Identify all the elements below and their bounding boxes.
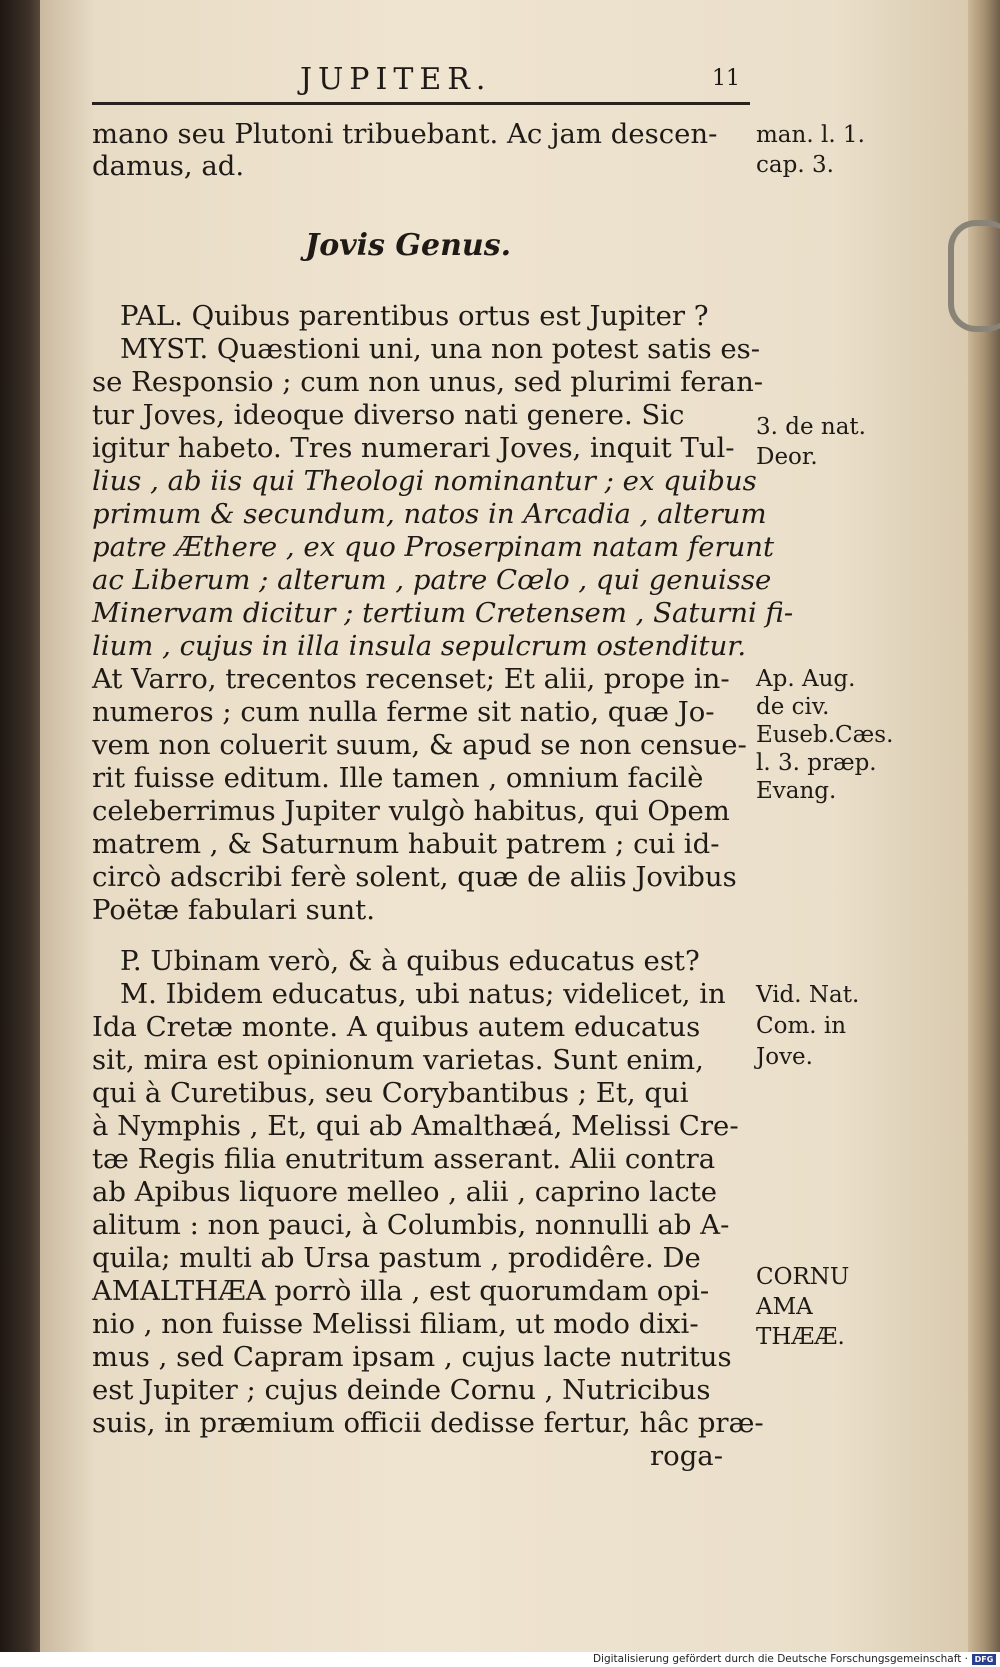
margin-note: AMA [756, 1294, 813, 1320]
page-number: 11 [712, 66, 740, 91]
body-line: nio , non fuisse Melissi filiam, ut modo dixi- [92, 1308, 699, 1340]
footer-credit: Digitalisierung gefördert durch die Deutsche Forschungsgemeinschaft · [592, 1653, 968, 1665]
body-line: mano seu Plutoni tribuebant. Ac jam descen- [92, 118, 718, 150]
running-head-title: JUPITER. [300, 62, 492, 97]
body-line: vem non coluerit suum, & apud se non censue- [92, 729, 747, 761]
body-line: se Responsio ; cum non unus, sed plurimi feran- [92, 366, 764, 398]
margin-note: man. l. 1. [756, 122, 865, 148]
margin-note: Euseb.Cæs. [756, 722, 894, 748]
body-line: P. Ubinam verò, & à quibus educatus est? [120, 945, 700, 977]
body-line: numeros ; cum nulla ferme sit natio, quæ Jo- [92, 696, 715, 728]
body-line: Minervam dicitur ; tertium Cretensem , Saturni fi- [92, 597, 794, 629]
body-line: damus, ad. [92, 150, 245, 182]
margin-note: 3. de nat. [756, 414, 866, 440]
body-line: primum & secundum, natos in Arcadia , alterum [92, 498, 767, 530]
body-line: tur Joves, ideoque diverso nati genere. Sic [92, 399, 685, 431]
body-line: est Jupiter ; cujus deinde Cornu , Nutricibus [92, 1374, 711, 1406]
body-line: suis, in præmium officii dedisse fertur, hâc præ- [92, 1407, 764, 1439]
body-line: mus , sed Capram ipsam , cujus lacte nutritus [92, 1341, 732, 1373]
body-line: igitur habeto. Tres numerari Joves, inquit Tul- [92, 432, 735, 464]
margin-note: CORNU [756, 1264, 850, 1290]
page-clip [948, 220, 1000, 332]
body-line: matrem , & Saturnum habuit patrem ; cui id- [92, 828, 720, 860]
body-line: lius , ab iis qui Theologi nominantur ; ex quibus [92, 465, 757, 497]
body-line: celeberrimus Jupiter vulgò habitus, qui Opem [92, 795, 730, 827]
body-line: MYST. Quæstioni uni, una non potest satis es- [120, 333, 761, 365]
margin-note: cap. 3. [756, 152, 834, 178]
margin-note: Evang. [756, 778, 837, 804]
body-line: circò adscribi ferè solent, quæ de aliis Jovibus [92, 861, 737, 893]
body-line: à Nymphis , Et, qui ab Amalthæá, Melissi Cre- [92, 1110, 739, 1142]
margin-note: Jove. [756, 1044, 813, 1070]
body-line: lium , cujus in illa insula sepulcrum ostenditur. [92, 630, 747, 662]
body-line: tæ Regis filia enutritum asserant. Alii contra [92, 1143, 716, 1175]
body-line: ac Liberum ; alterum , patre Cœlo , qui genuisse [92, 564, 772, 596]
catchword: roga- [650, 1440, 723, 1472]
body-line: rit fuisse editum. Ille tamen , omnium facilè [92, 762, 704, 794]
body-line: AMALTHÆA porrò illa , est quorumdam opi- [92, 1275, 710, 1307]
header-rule [92, 102, 750, 105]
margin-note: de civ. [756, 694, 830, 720]
body-line: quila; multi ab Ursa pastum , prodidêre. De [92, 1242, 701, 1274]
body-line: Poëtæ fabulari sunt. [92, 894, 375, 926]
margin-note: Deor. [756, 444, 818, 470]
body-line: M. Ibidem educatus, ubi natus; videlicet, in [120, 978, 726, 1010]
margin-note: Com. in [756, 1013, 847, 1039]
body-line: qui à Curetibus, seu Corybantibus ; Et, qui [92, 1077, 689, 1109]
margin-note: Vid. Nat. [756, 982, 860, 1008]
body-line: At Varro, trecentos recenset; Et alii, prope in- [92, 663, 730, 695]
margin-note: THÆÆ. [756, 1324, 845, 1350]
body-line: patre Æthere , ex quo Proserpinam natam ferunt [92, 531, 775, 563]
body-line: PAL. Quibus parentibus ortus est Jupiter ? [120, 300, 709, 332]
dfg-logo-icon: DFG [972, 1654, 996, 1665]
footer-bar [0, 1652, 1000, 1667]
body-line: sit, mira est opinionum varietas. Sunt enim, [92, 1044, 704, 1076]
margin-note: l. 3. præp. [756, 750, 877, 776]
body-line: Ida Cretæ monte. A quibus autem educatus [92, 1011, 701, 1043]
body-line: alitum : non pauci, à Columbis, nonnulli ab A- [92, 1209, 730, 1241]
section-heading: Jovis Genus. [305, 228, 512, 263]
margin-note: Ap. Aug. [756, 666, 856, 692]
body-line: ab Apibus liquore melleo , alii , caprino lacte [92, 1176, 718, 1208]
